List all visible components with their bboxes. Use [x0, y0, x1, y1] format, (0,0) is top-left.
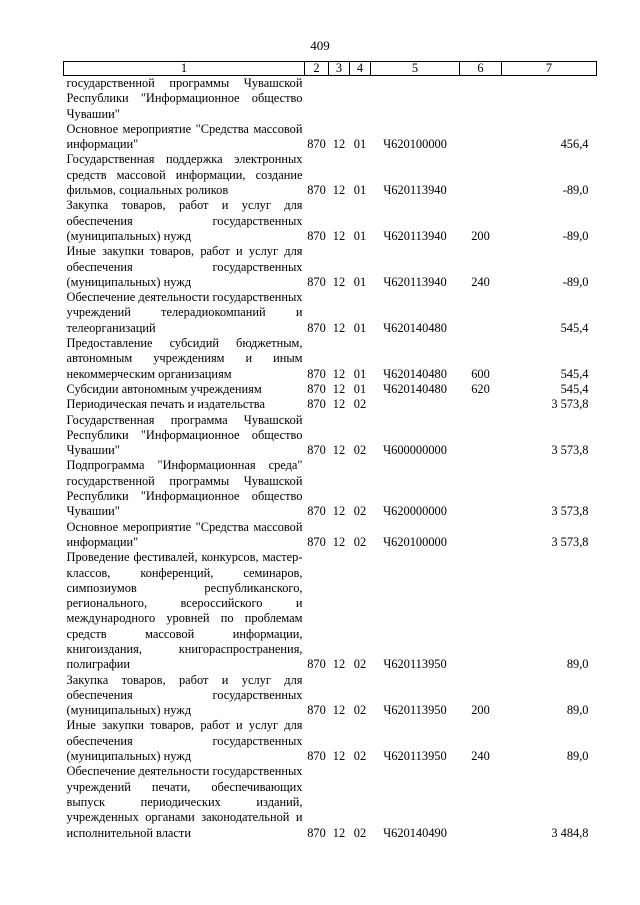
row-name: Государственная поддержка электронных средств массовой информации, создание фильмов, социальных роликов — [66, 152, 303, 198]
row-ministry-code: 870 — [307, 320, 326, 335]
row-target-article: Ч600000000 — [383, 443, 447, 458]
table-row — [64, 458, 597, 519]
header-col-4: 4 — [350, 62, 371, 76]
row-ministry-code: 870 — [307, 228, 326, 243]
row-section-code: 12 — [332, 183, 346, 198]
row-expense-type — [460, 397, 502, 412]
row-amount: 89,0 — [566, 749, 589, 764]
row-subsection-code: 01 — [353, 320, 367, 335]
row-expense-type: 200 — [471, 703, 490, 718]
row-subsection-code: 02 — [353, 749, 367, 764]
row-section-code: 12 — [332, 825, 346, 840]
row-ministry-code: 870 — [307, 397, 326, 412]
row-section-code: 12 — [332, 137, 346, 152]
row-section-code: 12 — [332, 366, 346, 381]
row-ministry-code: 870 — [307, 825, 326, 840]
row-amount: 456,4 — [560, 137, 589, 152]
row-ministry-code: 870 — [307, 366, 326, 381]
row-expense-type — [460, 550, 502, 672]
table-row — [64, 336, 597, 382]
row-section-code: 12 — [332, 320, 346, 335]
row-ministry-code: 870 — [307, 381, 326, 396]
table-row — [64, 673, 597, 719]
row-name: Субсидии автономным учреждениям — [66, 381, 262, 396]
table-header-row — [64, 62, 597, 76]
row-name: Закупка товаров, работ и услуг для обеспечения государственных (муниципальных) нужд — [66, 672, 303, 718]
row-target-article — [371, 76, 460, 122]
row-ministry-code: 870 — [307, 749, 326, 764]
table-row — [64, 290, 597, 336]
row-amount: 3 573,8 — [551, 504, 589, 519]
row-subsection-code: 02 — [353, 657, 367, 672]
row-subsection-code: 02 — [353, 825, 367, 840]
row-ministry-code: 870 — [307, 183, 326, 198]
row-expense-type: 240 — [471, 274, 490, 289]
row-target-article: Ч620100000 — [383, 534, 447, 549]
row-section-code: 12 — [332, 504, 346, 519]
row-amount: 89,0 — [566, 657, 589, 672]
row-expense-type: 240 — [471, 749, 490, 764]
row-section-code: 12 — [332, 443, 346, 458]
row-name: Периодическая печать и издательства — [66, 397, 265, 412]
row-expense-type — [460, 152, 502, 198]
row-name: Иные закупки товаров, работ и услуг для обеспечения государственных (муниципальных) нужд — [66, 718, 303, 764]
table-row — [64, 764, 597, 840]
row-subsection-code: 02 — [353, 504, 367, 519]
row-section-code: 12 — [332, 274, 346, 289]
row-expense-type — [460, 520, 502, 551]
row-subsection-code: 01 — [353, 366, 367, 381]
row-expense-type — [460, 458, 502, 519]
row-expense-type: 620 — [471, 381, 490, 396]
table-row — [64, 76, 597, 122]
table-row — [64, 244, 597, 290]
row-subsection-code: 01 — [353, 381, 367, 396]
row-amount: 3 573,8 — [551, 443, 589, 458]
row-subsection-code: 01 — [353, 183, 367, 198]
header-col-2: 2 — [305, 62, 329, 76]
row-amount: 545,4 — [560, 381, 589, 396]
row-expense-type — [460, 122, 502, 153]
row-section-code — [329, 76, 350, 122]
row-name: Основное мероприятие "Средства массовой информации" — [66, 121, 303, 152]
row-subsection-code: 02 — [353, 443, 367, 458]
row-target-article: Ч620140490 — [383, 825, 447, 840]
row-target-article: Ч620140480 — [383, 320, 447, 335]
table-row — [64, 198, 597, 244]
row-amount: 89,0 — [566, 703, 589, 718]
table-row — [64, 152, 597, 198]
row-subsection-code: 02 — [353, 703, 367, 718]
row-ministry-code: 870 — [307, 504, 326, 519]
row-ministry-code: 870 — [307, 703, 326, 718]
table-row — [64, 520, 597, 551]
row-target-article: Ч620113950 — [383, 749, 447, 764]
row-name: Иные закупки товаров, работ и услуг для обеспечения государственных (муниципальных) нужд — [66, 244, 303, 289]
row-expense-type: 200 — [471, 228, 490, 243]
row-amount: 545,4 — [560, 366, 589, 381]
row-name: Основное мероприятие "Средства массовой информации" — [66, 519, 303, 549]
row-subsection-code — [350, 76, 371, 122]
row-target-article: Ч620100000 — [383, 137, 447, 152]
row-ministry-code: 870 — [307, 534, 326, 549]
row-ministry-code: 870 — [307, 137, 326, 152]
row-ministry-code: 870 — [307, 657, 326, 672]
budget-table — [63, 61, 597, 841]
row-name: Государственная программа Чувашской Республики "Информационное общество Чувашии" — [66, 412, 303, 458]
row-name: Подпрограмма "Информационная среда" государственной программы Чувашской Республики "Информационное общество Чувашии" — [66, 458, 303, 519]
row-expense-type — [460, 290, 502, 336]
row-subsection-code: 02 — [353, 397, 367, 412]
row-expense-type: 600 — [471, 366, 490, 381]
table-row — [64, 382, 597, 397]
table-row — [64, 122, 597, 153]
row-amount: -89,0 — [562, 274, 589, 289]
row-section-code: 12 — [332, 657, 346, 672]
row-ministry-code — [305, 76, 329, 122]
row-expense-type — [460, 76, 502, 122]
row-target-article: Ч620113940 — [383, 183, 447, 198]
table-row — [64, 718, 597, 764]
row-name: Проведение фестивалей, конкурсов, мастер-классов, конференций, семинаров, симпозиумов республиканского, регионального, всероссийского и международного уровней по проблемам средств массовой информации, книгоиздания, книгораспространения, полиграфии — [66, 550, 303, 672]
row-ministry-code: 870 — [307, 443, 326, 458]
row-subsection-code: 01 — [353, 137, 367, 152]
row-section-code: 12 — [332, 228, 346, 243]
header-col-3: 3 — [329, 62, 350, 76]
row-target-article: Ч620140480 — [383, 366, 447, 381]
table-body — [64, 76, 597, 841]
row-amount — [502, 76, 597, 122]
row-expense-type — [460, 413, 502, 459]
row-expense-type — [460, 764, 502, 840]
row-section-code: 12 — [332, 749, 346, 764]
row-subsection-code: 02 — [353, 534, 367, 549]
row-name: Закупка товаров, работ и услуг для обеспечения государственных (муниципальных) нужд — [66, 198, 303, 243]
row-name: государственной программы Чувашской Республики "Информационное общество Чувашии" — [66, 76, 303, 121]
row-section-code: 12 — [332, 397, 346, 412]
row-amount: 3 484,8 — [551, 825, 589, 840]
header-col-7: 7 — [502, 62, 597, 76]
row-target-article: Ч620113950 — [383, 657, 447, 672]
row-target-article: Ч620000000 — [383, 504, 447, 519]
header-col-1: 1 — [64, 62, 305, 76]
row-section-code: 12 — [332, 703, 346, 718]
table-row — [64, 397, 597, 412]
page-number: 409 — [310, 38, 330, 53]
row-amount: -89,0 — [562, 228, 589, 243]
row-section-code: 12 — [332, 534, 346, 549]
row-amount: 545,4 — [560, 320, 589, 335]
row-target-article: Ч620113950 — [383, 703, 447, 718]
row-target-article: Ч620140480 — [383, 381, 447, 396]
row-target-article — [371, 397, 460, 412]
header-col-6: 6 — [460, 62, 502, 76]
row-subsection-code: 01 — [353, 274, 367, 289]
row-name: Предоставление субсидий бюджетным, автономным учреждениям и иным некоммерческим организациям — [66, 336, 303, 381]
row-target-article: Ч620113940 — [383, 274, 447, 289]
row-subsection-code: 01 — [353, 228, 367, 243]
table-row — [64, 413, 597, 459]
row-amount: -89,0 — [562, 183, 589, 198]
row-name: Обеспечение деятельности государственных учреждений печати, обеспечивающих выпуск периодических изданий, учрежденных органами законодательной и исполнительной власти — [66, 764, 303, 840]
row-ministry-code: 870 — [307, 274, 326, 289]
table-row — [64, 550, 597, 672]
row-section-code: 12 — [332, 381, 346, 396]
row-amount: 3 573,8 — [551, 534, 589, 549]
row-amount: 3 573,8 — [551, 397, 589, 412]
row-name: Обеспечение деятельности государственных учреждений телерадиокомпаний и телеорганизаций — [66, 290, 303, 335]
header-col-5: 5 — [371, 62, 460, 76]
row-target-article: Ч620113940 — [383, 228, 447, 243]
